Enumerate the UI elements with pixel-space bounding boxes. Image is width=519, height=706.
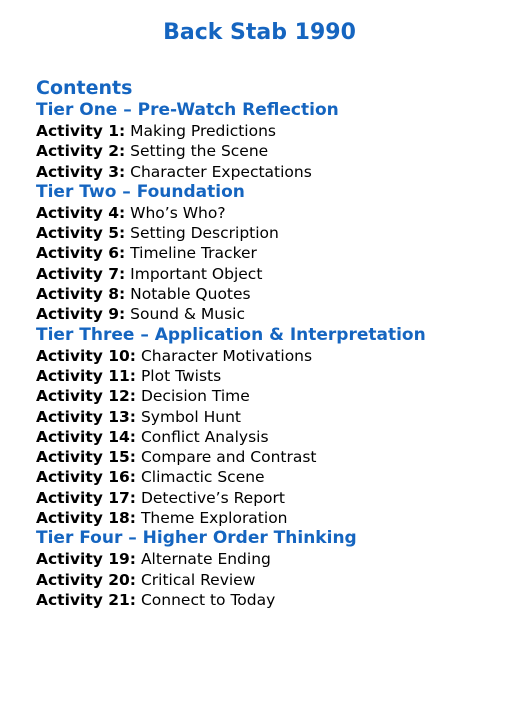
activity-item (36, 407, 519, 427)
activity-name: Alternate Ending (140, 550, 271, 569)
activity-name: Compare and Contrast (140, 448, 317, 467)
activity-label: Activity 6: (36, 244, 126, 263)
activity-label: Activity 13: (36, 407, 137, 426)
document-title: Back Stab 1990 (163, 20, 356, 45)
activity-name: Setting Description (130, 224, 279, 243)
tier-section-four (36, 528, 519, 610)
activity-label: Activity 14: (36, 427, 137, 446)
activity-name: Sound & Music (130, 305, 246, 324)
tier-heading: Tier Three – Application & Interpretation (36, 324, 426, 345)
activity-item (36, 162, 519, 182)
activity-item (36, 488, 519, 508)
activity-label: Activity 12: (36, 387, 137, 406)
activity-label: Activity 1: (36, 122, 126, 140)
activity-item (36, 223, 519, 243)
contents-heading: Contents (36, 77, 133, 99)
activity-name: Who’s Who? (130, 203, 226, 222)
activity-item (36, 549, 519, 569)
activity-name: Connect to Today (140, 590, 276, 609)
activity-name: Plot Twists (140, 366, 222, 385)
activity-item (36, 264, 519, 284)
activity-label: Activity 21: (36, 590, 137, 609)
tier-section-two (36, 182, 519, 325)
activity-item (36, 203, 519, 223)
tier-section-one (36, 100, 519, 182)
tier-heading: Tier Four – Higher Order Thinking (36, 528, 357, 549)
activity-item (36, 121, 519, 141)
activity-label: Activity 8: (36, 285, 126, 304)
activity-item (36, 346, 519, 366)
activity-label: Activity 10: (36, 346, 137, 365)
activity-label: Activity 19: (36, 550, 137, 569)
table-of-contents (0, 76, 519, 610)
activity-label: Activity 16: (36, 468, 137, 487)
tier-heading: Tier One – Pre-Watch Reflection (36, 100, 339, 120)
activity-name: Important Object (130, 264, 263, 283)
activity-label: Activity 5: (36, 224, 126, 243)
tier-section-three (36, 325, 519, 529)
activity-item (36, 427, 519, 447)
activity-label: Activity 17: (36, 488, 137, 507)
activity-item (36, 366, 519, 386)
activity-item (36, 508, 519, 528)
activity-item (36, 243, 519, 263)
activity-name: Theme Exploration (140, 509, 288, 528)
activity-label: Activity 15: (36, 448, 137, 467)
activity-item (36, 304, 519, 324)
activity-name: Notable Quotes (130, 285, 251, 304)
activity-label: Activity 2: (36, 142, 126, 161)
activity-label: Activity 20: (36, 570, 137, 589)
activity-name: Climactic Scene (140, 468, 265, 487)
activity-name: Character Expectations (130, 162, 312, 181)
activity-label: Activity 18: (36, 509, 137, 528)
activity-item (36, 447, 519, 467)
activity-label: Activity 9: (36, 305, 126, 324)
activity-label: Activity 4: (36, 203, 126, 222)
activity-label: Activity 3: (36, 162, 126, 181)
activity-name: Setting the Scene (130, 142, 269, 161)
activity-name: Symbol Hunt (140, 407, 241, 426)
activity-name: Critical Review (140, 570, 256, 589)
activity-label: Activity 11: (36, 366, 137, 385)
activity-item (36, 141, 519, 161)
activity-item (36, 284, 519, 304)
activity-name: Conflict Analysis (140, 427, 269, 446)
activity-item (36, 590, 519, 610)
activity-name: Decision Time (140, 387, 250, 406)
activity-name: Detective’s Report (140, 488, 285, 507)
activity-item (36, 467, 519, 487)
activity-name: Timeline Tracker (130, 244, 257, 263)
activity-name: Character Motivations (140, 346, 313, 365)
tier-heading: Tier Two – Foundation (36, 181, 245, 202)
activity-item (36, 570, 519, 590)
activity-label: Activity 7: (36, 264, 126, 283)
activity-item (36, 386, 519, 406)
activity-name: Making Predictions (130, 122, 276, 140)
